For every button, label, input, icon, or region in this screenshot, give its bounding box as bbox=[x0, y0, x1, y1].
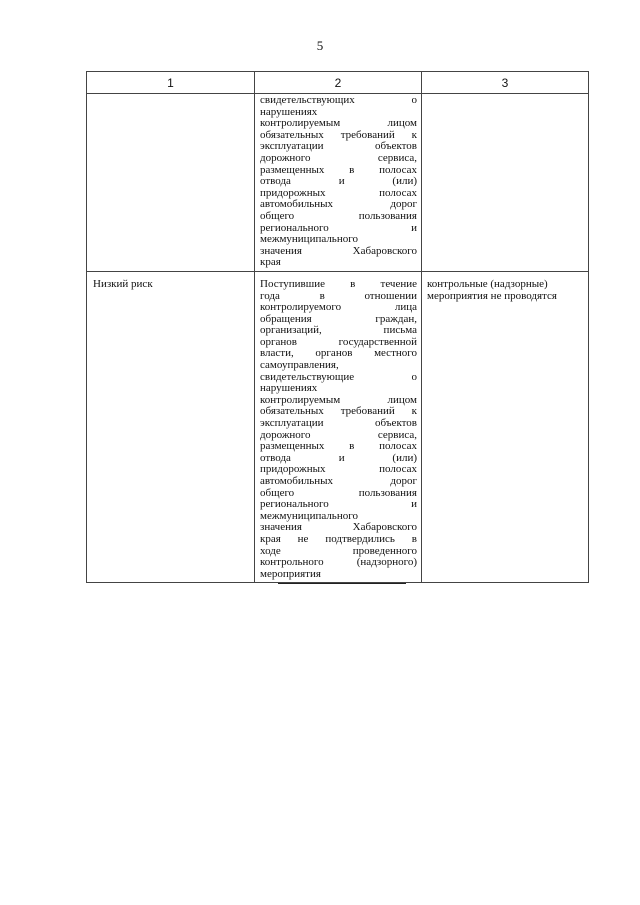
cell-text-line: мероприятия bbox=[260, 567, 321, 580]
cell-text-line: автомобильных дорог bbox=[260, 199, 417, 211]
cell-text-line: контролируемого лица bbox=[260, 302, 417, 314]
cell-text-line: эксплуатации объектов bbox=[260, 141, 417, 153]
criteria-cell bbox=[255, 271, 422, 582]
cell-text-line: значения Хабаровского bbox=[260, 245, 417, 257]
cell-text-line: края не подтвердились в bbox=[260, 533, 417, 545]
column-header-3: 3 bbox=[422, 72, 589, 94]
cell-text-line: придорожных полосах bbox=[260, 187, 417, 199]
cell-text-line: эксплуатации объектов bbox=[260, 418, 417, 430]
cell-text-line: контролируемым лицом bbox=[260, 394, 417, 406]
cell-text-line: дорожного сервиса, bbox=[260, 429, 417, 441]
table-row bbox=[87, 271, 589, 582]
cell-text-line: регионального и bbox=[260, 222, 417, 234]
risk-table bbox=[86, 71, 589, 583]
cell-text-line: обязательных требований к bbox=[260, 406, 417, 418]
cell-text-line: контролируемым лицом bbox=[260, 118, 417, 130]
column-header-2: 2 bbox=[255, 72, 422, 94]
cell-text-line: отвода и (или) bbox=[260, 176, 417, 188]
cell-text-line: власти, органов местного bbox=[260, 348, 417, 360]
cell-text-line: регионального и bbox=[260, 499, 417, 511]
cell-text-line: года в отношении bbox=[260, 290, 417, 302]
cell-text-line: края bbox=[260, 256, 281, 269]
cell-text-line: свидетельствующие о bbox=[260, 371, 417, 383]
cell-text-line: органов государственной bbox=[260, 336, 417, 348]
cell-text-line: нарушениях bbox=[260, 105, 318, 118]
column-header-1: 1 bbox=[87, 72, 255, 94]
page-number: 5 bbox=[316, 38, 324, 53]
cell-text-line: мероприятия не проводятся bbox=[427, 289, 557, 302]
cell-text-line: свидетельствующих о bbox=[260, 95, 417, 106]
cell-text-line: общего пользования bbox=[260, 210, 417, 222]
table-header-row bbox=[87, 72, 589, 94]
cell-text-line: межмуниципального bbox=[260, 509, 358, 522]
cell-text-line: ходе проведенного bbox=[260, 545, 417, 557]
risk-level-cell: Низкий риск bbox=[87, 271, 255, 582]
cell-text-line: межмуниципального bbox=[260, 233, 358, 246]
table-row bbox=[87, 94, 589, 272]
cell-text-line: отвода и (или) bbox=[260, 452, 417, 464]
cell-text-line: автомобильных дорог bbox=[260, 476, 417, 487]
risk-level-cell bbox=[87, 94, 255, 272]
cell-text-line: нарушениях bbox=[260, 382, 318, 395]
cell-text-line: обращения граждан, bbox=[260, 313, 417, 325]
cell-text-line: значения Хабаровского bbox=[260, 522, 417, 534]
cell-text-line: организаций, письма bbox=[260, 325, 417, 337]
cell-text-line: контрольные (надзорные) bbox=[427, 277, 548, 290]
cell-text-line: дорожного сервиса, bbox=[260, 152, 417, 164]
signature-line bbox=[278, 583, 406, 584]
cell-text-line: контрольного (надзорного) bbox=[260, 557, 417, 569]
measures-cell bbox=[422, 94, 589, 272]
cell-text-line: размещенных в полосах bbox=[260, 441, 417, 453]
cell-text-line: обязательных требований к bbox=[260, 129, 417, 141]
cell-text-line: самоуправления, bbox=[260, 359, 339, 372]
measures-cell bbox=[422, 271, 589, 582]
cell-text-line: Поступившие в течение bbox=[260, 278, 417, 290]
cell-text-line: общего пользования bbox=[260, 487, 417, 499]
criteria-cell bbox=[255, 94, 422, 272]
cell-text-line: размещенных в полосах bbox=[260, 164, 417, 176]
cell-text-line: придорожных полосах bbox=[260, 464, 417, 476]
